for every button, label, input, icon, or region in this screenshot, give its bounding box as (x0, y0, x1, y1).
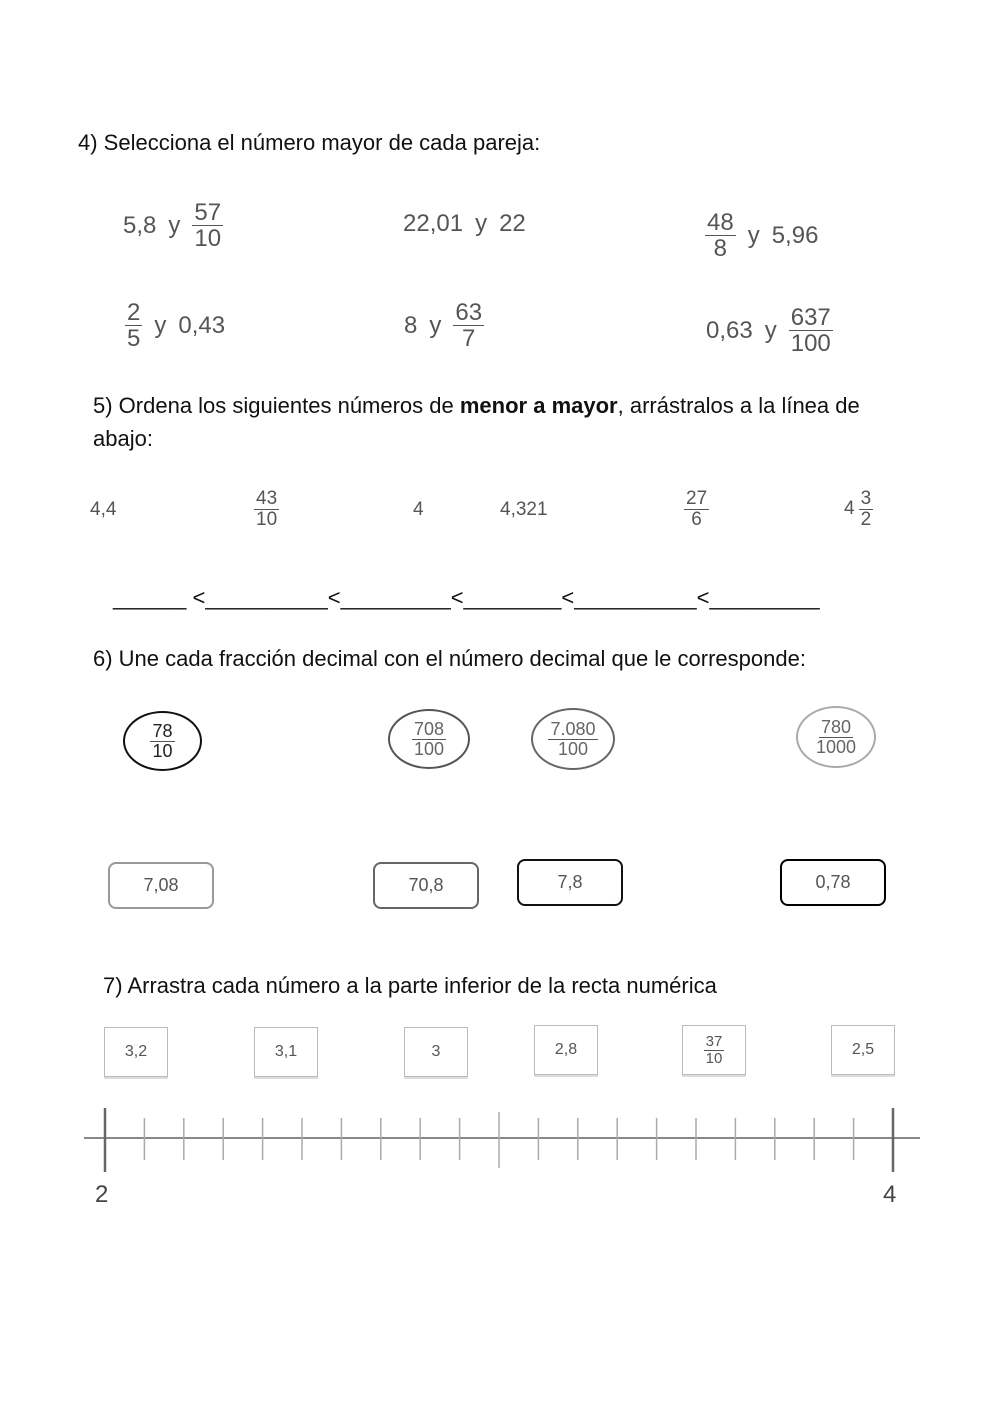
oval-fraction (412, 720, 446, 759)
fraction-denominator: 7 (462, 325, 476, 353)
q5-item-5[interactable] (684, 489, 709, 530)
pair-connector: y (475, 210, 488, 237)
q5-item-1[interactable] (90, 499, 116, 521)
fraction-numerator: 27 (686, 488, 708, 509)
q4-pair-5[interactable] (404, 300, 484, 351)
q5-title-post: , arrástralos a la línea de (617, 393, 860, 418)
q7-card-3[interactable] (404, 1027, 468, 1077)
q5-item-3[interactable] (413, 499, 424, 521)
fraction-numerator: 3 (860, 488, 872, 509)
card-value: 3 (431, 1043, 441, 1060)
q6-fraction-3[interactable] (531, 708, 615, 770)
pair-fraction (789, 305, 833, 356)
item-value: 4,321 (500, 499, 548, 520)
fraction-denominator: 10 (705, 1049, 723, 1067)
q7-card-4[interactable] (534, 1025, 598, 1075)
pair-fraction (192, 200, 223, 251)
pair-value-a: 0,63 (706, 316, 753, 344)
fraction-denominator: 1000 (815, 736, 857, 757)
fraction-denominator: 8 (713, 235, 728, 263)
q6-decimal-2[interactable]: 70,8 (373, 862, 479, 909)
q6-decimal-1[interactable]: 7,08 (108, 862, 214, 909)
q4-pair-4[interactable] (125, 300, 225, 351)
q6-decimal-3[interactable]: 7,8 (517, 859, 623, 906)
q6-decimal-4[interactable]: 0,78 (780, 859, 886, 906)
q5-item-6[interactable] (844, 489, 873, 530)
pair-fraction (125, 300, 142, 351)
fraction-numerator: 7.080 (550, 718, 596, 739)
fraction-numerator: 637 (790, 304, 831, 331)
q5-title (93, 393, 860, 419)
card-value: 3,1 (274, 1043, 298, 1060)
q7-title: 7) Arrastra cada número a la parte inferior de la recta numérica (103, 973, 717, 998)
fraction-denominator: 2 (860, 508, 872, 530)
oval-fraction (814, 718, 858, 757)
q5-title-bold: menor a mayor (459, 393, 618, 418)
fraction-denominator: 100 (790, 330, 831, 358)
number-line (0, 1100, 1000, 1180)
fraction-numerator: 780 (820, 716, 852, 737)
pair-connector: y (154, 311, 167, 339)
pair-value-a: 22,01 (403, 210, 464, 237)
q7-card-1[interactable] (104, 1027, 168, 1077)
q7-card-6[interactable] (831, 1025, 895, 1075)
fraction-denominator: 6 (691, 508, 702, 530)
q4-pair-3[interactable] (705, 210, 818, 261)
q6-fraction-2[interactable] (388, 709, 470, 769)
card-fraction (704, 1034, 725, 1067)
q6-title: 6) Une cada fracción decimal con el número decimal que le corresponde: (93, 646, 806, 671)
pair-connector: y (168, 211, 181, 239)
fraction-numerator: 48 (707, 209, 734, 236)
fraction-numerator: 57 (194, 199, 222, 226)
item-value: 4 (413, 499, 424, 520)
pair-value-a: 5,8 (123, 211, 157, 239)
pair-fraction (705, 210, 736, 261)
fraction-denominator: 100 (557, 738, 589, 759)
q4-pair-6[interactable] (706, 305, 833, 356)
pair-connector: y (429, 311, 442, 339)
pair-connector: y (764, 316, 777, 344)
q5-title-line2: abajo: (93, 426, 153, 451)
fraction-denominator: 5 (127, 325, 141, 353)
card-value: 2,8 (554, 1041, 578, 1058)
item-value: 4,4 (90, 499, 117, 520)
card-value: 3,2 (124, 1043, 148, 1060)
q7-card-5[interactable] (682, 1025, 746, 1075)
card-value: 2,5 (851, 1041, 875, 1058)
item-fraction (254, 489, 279, 530)
number-line-end-label: 4 (883, 1181, 897, 1208)
fraction-numerator: 37 (705, 1032, 723, 1050)
q5-item-4[interactable] (500, 499, 548, 521)
q4-title: 4) Selecciona el número mayor de cada pareja: (78, 130, 541, 155)
pair-fraction (453, 300, 484, 351)
number-line-start-label: 2 (95, 1181, 109, 1208)
q7-card-2[interactable] (254, 1027, 318, 1077)
oval-fraction (548, 720, 597, 759)
q4-pair-2[interactable] (403, 210, 526, 238)
fraction-numerator: 708 (413, 718, 445, 739)
q4-pair-1[interactable] (123, 200, 223, 251)
fraction-numerator: 63 (455, 299, 483, 326)
pair-value-a: 8 (404, 311, 418, 339)
oval-fraction (150, 722, 174, 761)
item-fraction (684, 489, 709, 530)
fraction-numerator: 2 (127, 299, 141, 326)
pair-value-b: 5,96 (771, 221, 819, 249)
fraction-denominator: 10 (152, 740, 173, 761)
q5-title-pre: 5) Ordena los siguientes números de (93, 393, 460, 418)
item-fraction (859, 489, 874, 530)
q5-item-2[interactable] (254, 489, 279, 530)
q5-answer-line[interactable]: ______ <__________<_________<________<__________<_________ (113, 585, 820, 610)
pair-value-b: 22 (499, 210, 526, 237)
mixed-whole: 4 (844, 498, 855, 520)
fraction-denominator: 100 (413, 738, 445, 759)
fraction-denominator: 10 (194, 225, 222, 253)
fraction-denominator: 10 (256, 508, 278, 530)
pair-value-b: 0,43 (178, 311, 226, 339)
q6-fraction-1[interactable] (123, 711, 202, 771)
fraction-numerator: 78 (152, 720, 173, 741)
pair-connector: y (747, 221, 760, 249)
fraction-numerator: 43 (256, 488, 278, 509)
number-line-ticks (84, 1108, 920, 1172)
q6-fraction-4[interactable] (796, 706, 876, 768)
